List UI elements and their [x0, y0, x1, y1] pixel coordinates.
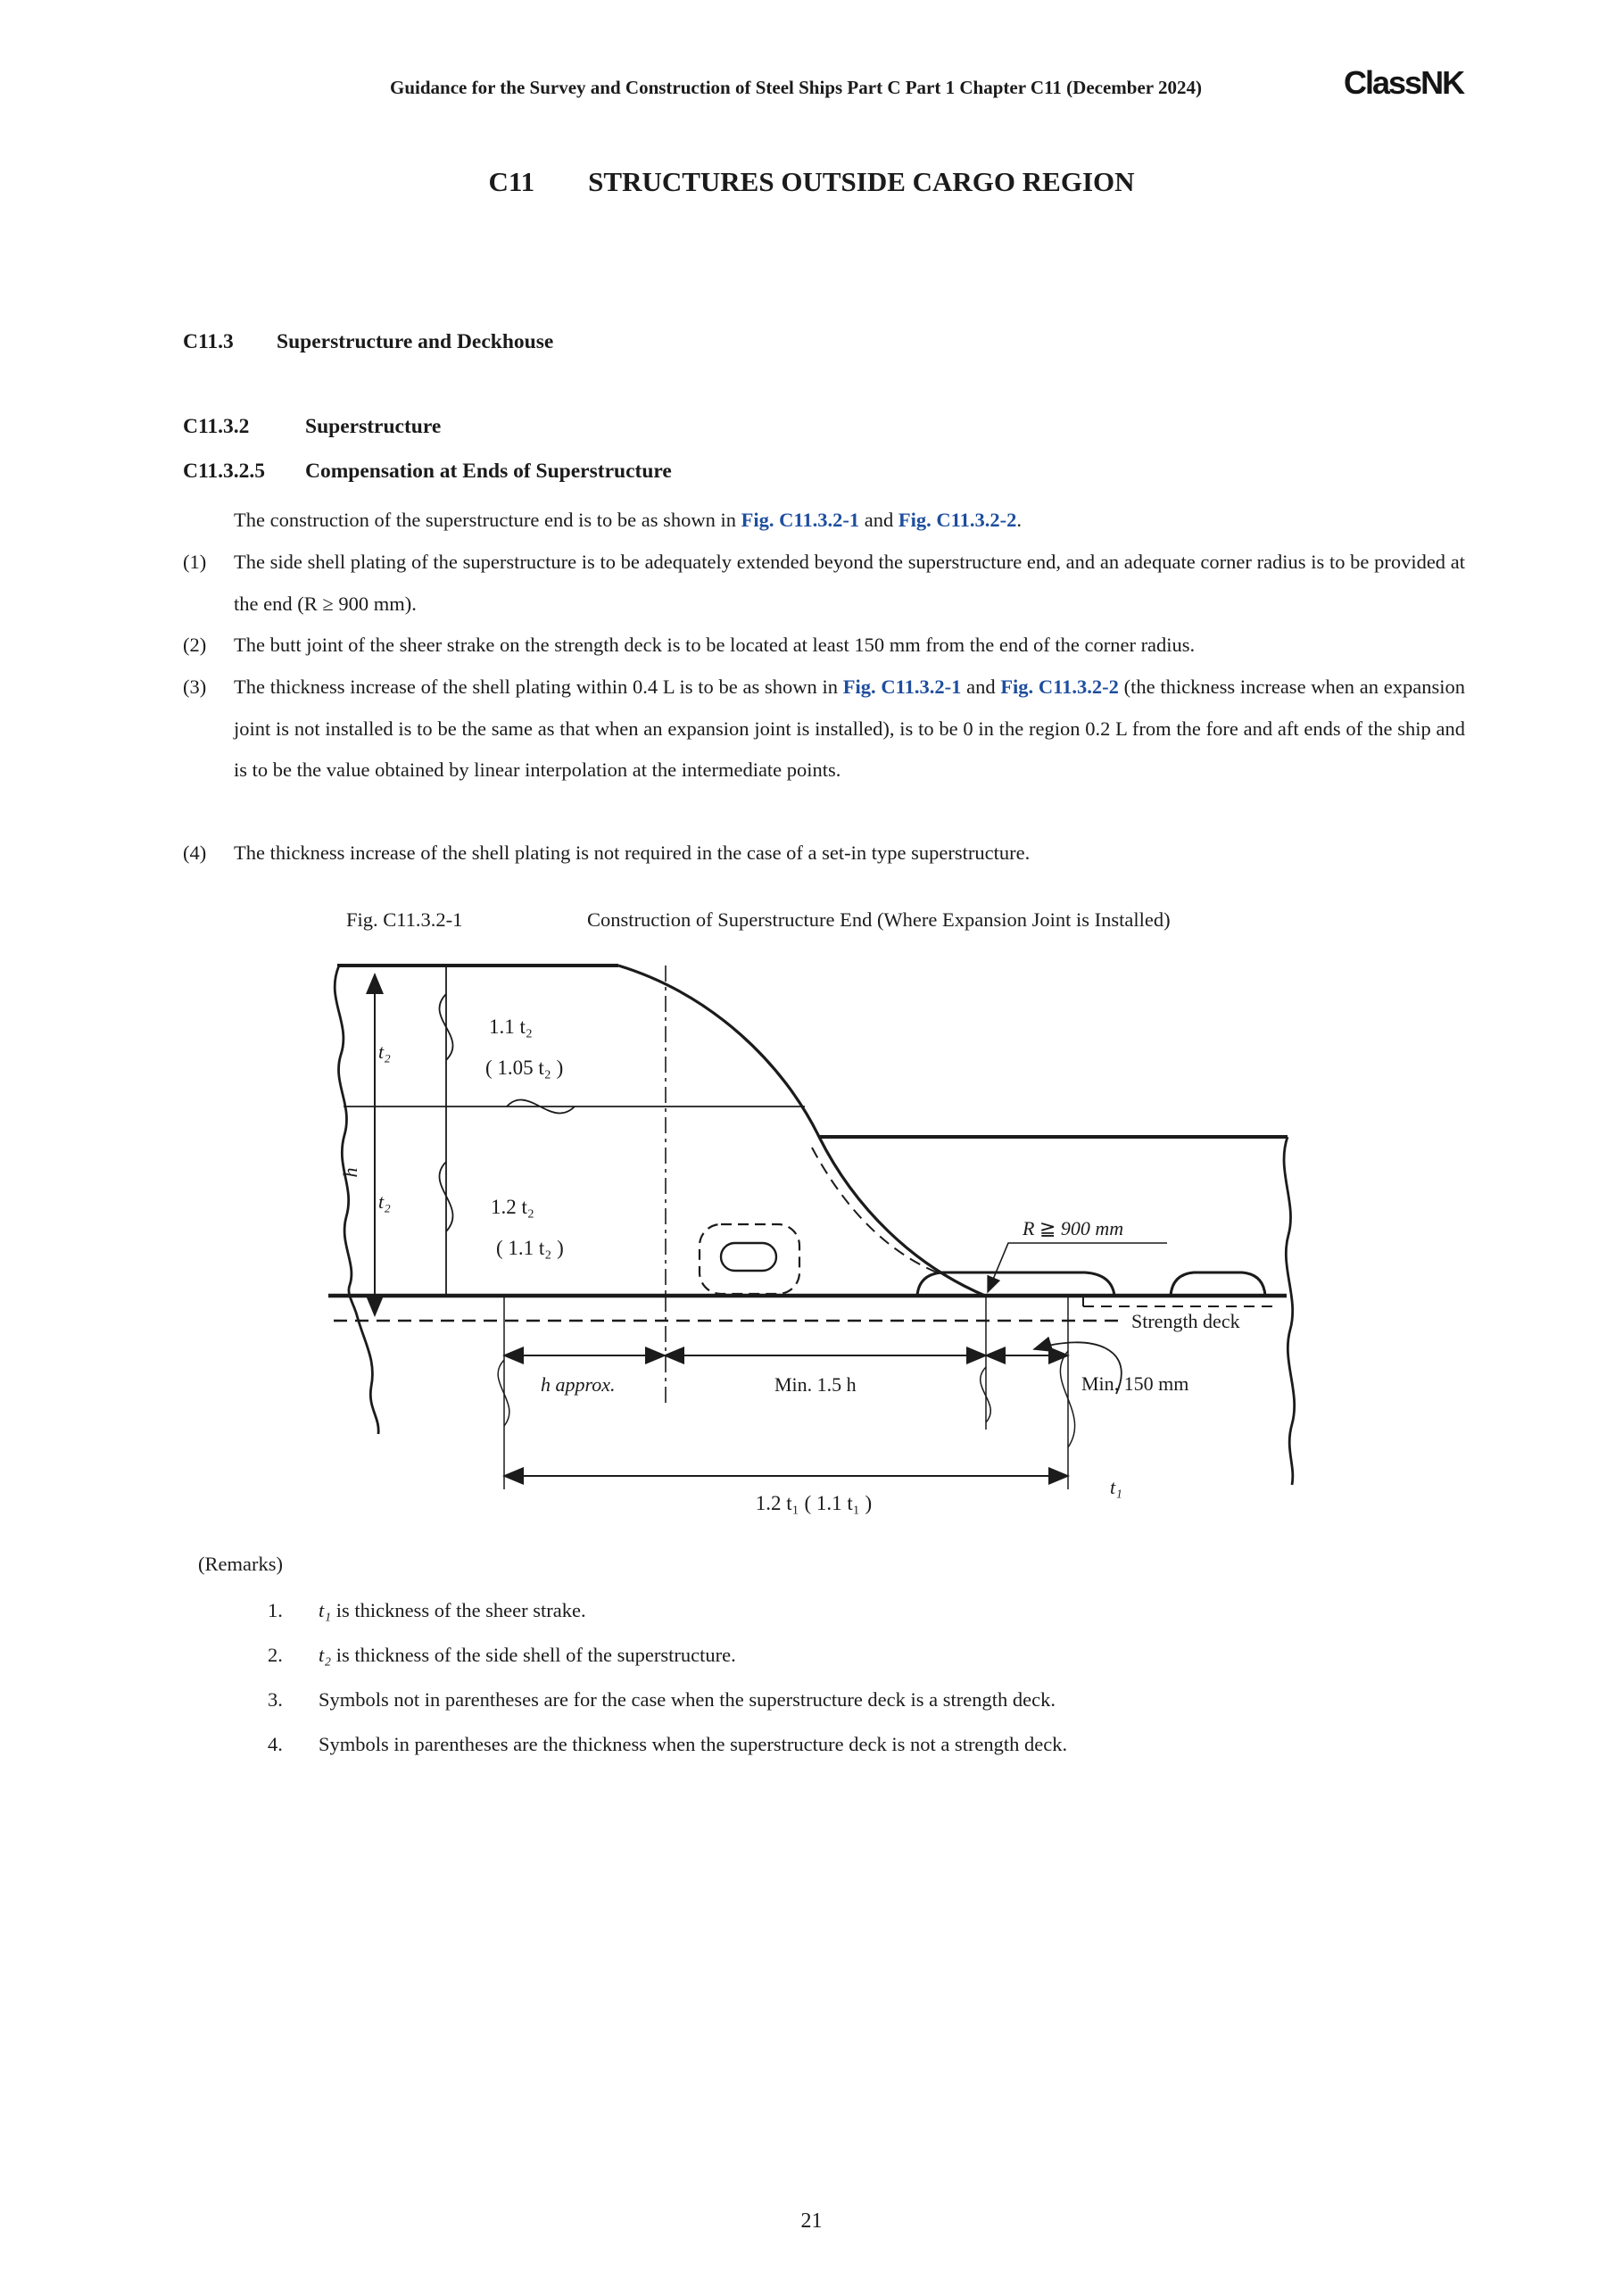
item-number: (2) — [183, 634, 207, 656]
link-fig-c11-3-2-2[interactable]: Fig. C11.3.2-2 — [1000, 676, 1119, 698]
figure-c11-3-2-1 — [321, 948, 1312, 1541]
left-wavy-edge — [335, 966, 378, 1434]
item-text: The butt joint of the sheer strake on the strength deck is to be located at least 150 mm from the end of the corner radius. — [234, 634, 1196, 656]
remark-number: 4. — [268, 1733, 283, 1755]
section-title: Superstructure and Deckhouse — [277, 330, 554, 353]
remark-text: Symbols in parentheses are the thickness when the superstructure deck is not a strength deck. — [319, 1733, 1068, 1755]
item-text-part: The thickness increase of the shell plating within 0.4 L is to be as shown in — [234, 676, 843, 698]
fig-label-thk-upper: 1.1 t₂ — [489, 1015, 533, 1038]
fig-label-min-1-5h: Min. 1.5 h — [774, 1373, 857, 1396]
fig-label-t2-upper: t₂ — [378, 1040, 391, 1063]
fig-label-t1: t₁ — [1110, 1476, 1122, 1498]
remark-symbol: t₁ — [319, 1599, 332, 1621]
header-doc-title: Guidance for the Survey and Construction of Steel Ships Part C Part 1 Chapter C11 (December 2024) — [390, 77, 1202, 98]
fig-label-thk-lower: 1.2 t₂ — [491, 1196, 534, 1218]
fig-label-min-150: Min. 150 mm — [1081, 1372, 1189, 1395]
chapter-title — [0, 166, 1623, 198]
remark-item-2 — [268, 1644, 1445, 1667]
section-number: C11.3.2 — [183, 415, 250, 438]
fig-label-t2-lower: t₂ — [378, 1190, 391, 1213]
dashed-curve — [812, 1148, 937, 1272]
remarks-title: (Remarks) — [198, 1553, 283, 1575]
fig-label-thk-lower-paren: ( 1.1 t₂ ) — [496, 1237, 564, 1259]
fig-label-h: h — [339, 1167, 361, 1178]
intro-paragraph — [183, 500, 1465, 542]
section-heading-c11-3-2 — [183, 415, 441, 439]
right-wavy-edge — [1284, 1137, 1295, 1485]
item-number: (1) — [183, 551, 207, 573]
remark-symbol: t₂ — [319, 1644, 332, 1666]
figure-caption-label: Fig. C11.3.2-1 — [346, 908, 463, 931]
fig-label-thk-upper-paren: ( 1.05 t₂ ) — [485, 1057, 564, 1079]
fig-label-strength-deck: Strength deck — [1131, 1310, 1240, 1332]
chapter-number: C11 — [488, 166, 535, 197]
page-number: 21 — [800, 2209, 823, 2233]
remark-item-1 — [268, 1599, 1445, 1622]
remark-number: 2. — [268, 1644, 283, 1666]
remark-number: 1. — [268, 1599, 283, 1621]
remark-item-3 — [268, 1688, 1445, 1712]
item-number: (3) — [183, 676, 207, 698]
link-fig-c11-3-2-1[interactable]: Fig. C11.3.2-1 — [741, 509, 860, 531]
list-item-2 — [183, 625, 1465, 667]
figure-drawing — [321, 948, 1312, 1541]
section-heading-c11-3-2-5 — [183, 460, 672, 484]
intro-text: . — [1016, 509, 1022, 531]
fig-label-radius: R ≧ 900 mm — [1023, 1217, 1124, 1239]
expansion-joint-slot — [721, 1243, 776, 1271]
item-text-part: and — [961, 676, 1001, 698]
figure-caption-text: Construction of Superstructure End (Where Expansion Joint is Installed) — [587, 908, 1171, 931]
transition-curve — [618, 966, 985, 1296]
intro-text: and — [859, 509, 898, 531]
list-item-1 — [183, 542, 1465, 625]
item-text: The thickness increase of the shell plating is not required in the case of a set-in type superstructure. — [234, 841, 1031, 864]
remark-text: is thickness of the sheer strake. — [331, 1599, 586, 1621]
section-number: C11.3 — [183, 330, 234, 353]
item-number: (4) — [183, 841, 207, 864]
list-item-4 — [183, 833, 1465, 874]
deck-slot-2 — [1171, 1272, 1265, 1296]
section-number: C11.3.2.5 — [183, 460, 266, 483]
chapter-title-text: STRUCTURES OUTSIDE CARGO REGION — [588, 166, 1135, 197]
section-title: Superstructure — [305, 415, 442, 438]
link-fig-c11-3-2-2[interactable]: Fig. C11.3.2-2 — [898, 509, 1017, 531]
radius-leader-arrow — [988, 1243, 1167, 1292]
remark-text: is thickness of the side shell of the superstructure. — [331, 1644, 736, 1666]
fig-label-h-approx: h approx. — [541, 1373, 616, 1396]
item-text — [234, 667, 1465, 792]
remark-text: Symbols not in parentheses are for the case when the superstructure deck is a strength deck. — [319, 1688, 1056, 1711]
remark-item-4 — [268, 1733, 1445, 1756]
section-title: Compensation at Ends of Superstructure — [305, 460, 672, 483]
item-text: The side shell plating of the superstructure is to be adequately extended beyond the superstructure end, and an adequate corner radius is to be provided at the end (R ≥ 900 mm). — [234, 551, 1465, 615]
link-fig-c11-3-2-1[interactable]: Fig. C11.3.2-1 — [842, 676, 962, 698]
list-item-3 — [183, 667, 1465, 792]
classnk-logo: ClassNK — [1344, 64, 1464, 101]
remark-number: 3. — [268, 1688, 283, 1711]
intro-text: The construction of the superstructure end is to be as shown in — [234, 509, 741, 531]
expansion-joint-outline — [700, 1224, 799, 1294]
section-heading-c11-3 — [183, 330, 553, 354]
fig-label-bottom-dim: 1.2 t₁ ( 1.1 t₁ ) — [755, 1492, 873, 1514]
item-text-part: (the thickness increase when an expansion joint is not installed is to be the same as that when an expansion joint is installed), is to be 0 in the region 0.2 L from the fore and aft ends of the ship and is to be the value obtained by linear interpolation at the intermediate points. — [234, 676, 1465, 781]
